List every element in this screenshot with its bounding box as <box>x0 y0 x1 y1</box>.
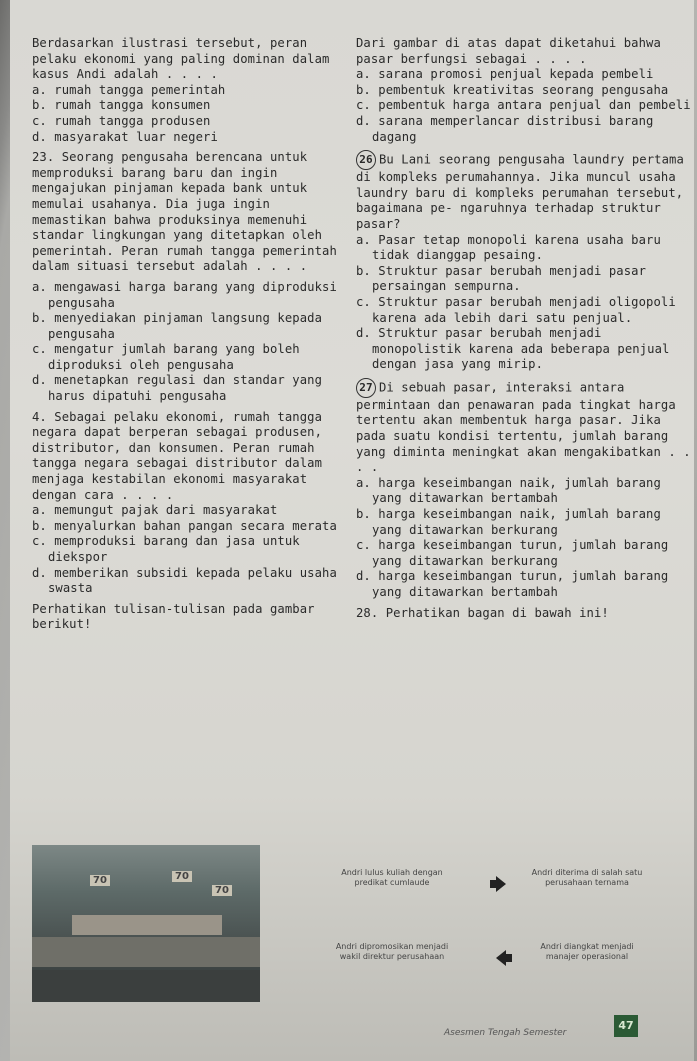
shelf-row <box>32 937 260 967</box>
price-sign: 70 <box>172 871 192 882</box>
question-28-stem: 28. Perhatikan bagan di bawah ini! <box>356 605 609 620</box>
supermarket-photo <box>32 845 260 1002</box>
q26-option-a: a. Pasar tetap monopoli karena usaha baru tidak dianggap pesaing. <box>356 232 661 263</box>
q27-option-a: a. harga keseimbangan naik, jumlah barang yang ditawarkan bertambah <box>356 475 661 506</box>
q26-number-circle: 26 <box>356 150 376 170</box>
diagram-box-promoted: Andri dipromosikan menjadi wakil direktur perusahaan <box>335 942 449 961</box>
q22b-option-b: b. pembentuk kreativitas seorang pengusaha <box>356 82 669 97</box>
q22-option-b: b. rumah tangga konsumen <box>32 98 211 113</box>
q26-option-d: d. Struktur pasar berubah menjadi monopolistik karena ada beberapa penjual dengan jasa yang mirip. <box>356 326 670 372</box>
worksheet-page <box>10 0 694 1061</box>
page-number: 47 <box>614 1015 638 1037</box>
question-26-stem <box>356 150 691 232</box>
career-flow-diagram <box>332 868 682 1018</box>
price-sign: 70 <box>212 885 232 896</box>
q27-number-circle: 27 <box>356 378 376 398</box>
left-arrow-icon <box>496 950 506 966</box>
q23-option-c: c. mengatur jumlah barang yang boleh diproduksi oleh pengusaha <box>32 342 300 372</box>
question-22b-stem: Dari gambar di atas dapat diketahui bahwa pasar berfungsi sebagai . . . . <box>356 36 661 66</box>
shelf-row <box>72 915 222 935</box>
q23-option-b: b. menyediakan pinjaman langsung kepada pengusaha <box>32 311 323 341</box>
q22b-option-d: d. sarana memperlancar distribusi barang dagang <box>356 113 654 144</box>
q24-option-c: c. memproduksi barang dan jasa untuk diekspor <box>32 534 300 564</box>
footer-label: Asesmen Tengah Semester <box>444 1028 567 1038</box>
q22b-option-c: c. pembentuk harga antara penjual dan pembeli <box>356 98 691 113</box>
question-23-stem: 23. Seorang pengusaha berencana untuk memproduksi barang baru dan ingin mengajukan pinjaman kepada bank untuk memulai usahanya. Dia juga ingin memastikan bahwa produksinya memenuhi standar lingkungan yang ditetapkan oleh pemerintah. Peran rumah tangga pemerintah dalam situasi tersebut adalah . . . . <box>32 150 337 274</box>
q23-option-d: d. menetapkan regulasi dan standar yang harus dipatuhi pengusaha <box>32 373 323 404</box>
q22-option-a: a. rumah tangga pemerintah <box>32 82 226 97</box>
diagram-box-manager: Andri diangkat menjadi manajer operasional <box>540 942 634 961</box>
q23-option-a: a. mengawasi harga barang yang diproduksi pengusaha <box>32 279 337 310</box>
left-column <box>32 36 342 633</box>
diagram-box-hired: Andri diterima di salah satu perusahaan ternama <box>531 868 643 887</box>
q26-option-b: b. Struktur pasar berubah menjadi pasar persaingan sempurna. <box>356 263 647 294</box>
q24-option-b: b. menyalurkan bahan pangan secara merata <box>32 518 337 533</box>
q26-option-c: c. Struktur pasar berubah menjadi oligopoli karena ada lebih dari satu penjual. <box>356 294 676 325</box>
price-sign: 70 <box>90 875 110 886</box>
q22-option-d: d. masyarakat luar negeri <box>32 129 218 144</box>
question-24-stem: 4. Sebagai pelaku ekonomi, rumah tangga negara dapat berperan sebagai produsen, distributor, dan konsumen. Peran rumah tangga negara sebagai distributor dalam menjaga kestabilan ekonomi masyarakat dengan cara . . . . <box>32 409 323 502</box>
diagram-box-graduation: Andri lulus kuliah dengan predikat cumlaude <box>341 868 443 887</box>
q24-option-a: a. memungut pajak dari masyarakat <box>32 503 278 518</box>
q27-option-b: b. harga keseimbangan naik, jumlah barang yang ditawarkan berkurang <box>356 507 661 537</box>
question-27-stem <box>356 378 691 476</box>
right-arrow-icon <box>496 876 506 892</box>
q27-option-d: d. harga keseimbangan turun, jumlah barang yang ditawarkan bertambah <box>356 569 669 599</box>
q22-option-c: c. rumah tangga produsen <box>32 113 211 128</box>
q26-text: Bu Lani seorang pengusaha laundry pertama di kompleks perumahannya. Jika muncul usaha laundry baru di kompleks perumahan tersebut, bagaimana pe- ngaruhnya terhadap struktur pasar? <box>356 152 684 231</box>
q27-option-c: c. harga keseimbangan turun, jumlah barang yang ditawarkan berkurang <box>356 538 669 568</box>
q27-text: Di sebuah pasar, interaksi antara permintaan dan penawaran pada tingkat harga tertentu akan membentuk harga pasar. Jika pada suatu kondisi tertentu, jumlah barang yang diminta meningkat akan mengakibatkan . . . . <box>356 380 691 475</box>
right-column <box>356 36 691 621</box>
floor <box>32 970 260 1002</box>
q22b-option-a: a. sarana promosi penjual kepada pembeli <box>356 67 654 82</box>
q24-option-d: d. memberikan subsidi kepada pelaku usaha swasta <box>32 565 337 596</box>
question-22-stem: Berdasarkan ilustrasi tersebut, peran pelaku ekonomi yang paling dominan dalam kasus Andi adalah . . . . <box>32 36 330 82</box>
image-instruction: Perhatikan tulisan-tulisan pada gambar berikut! <box>32 601 315 632</box>
